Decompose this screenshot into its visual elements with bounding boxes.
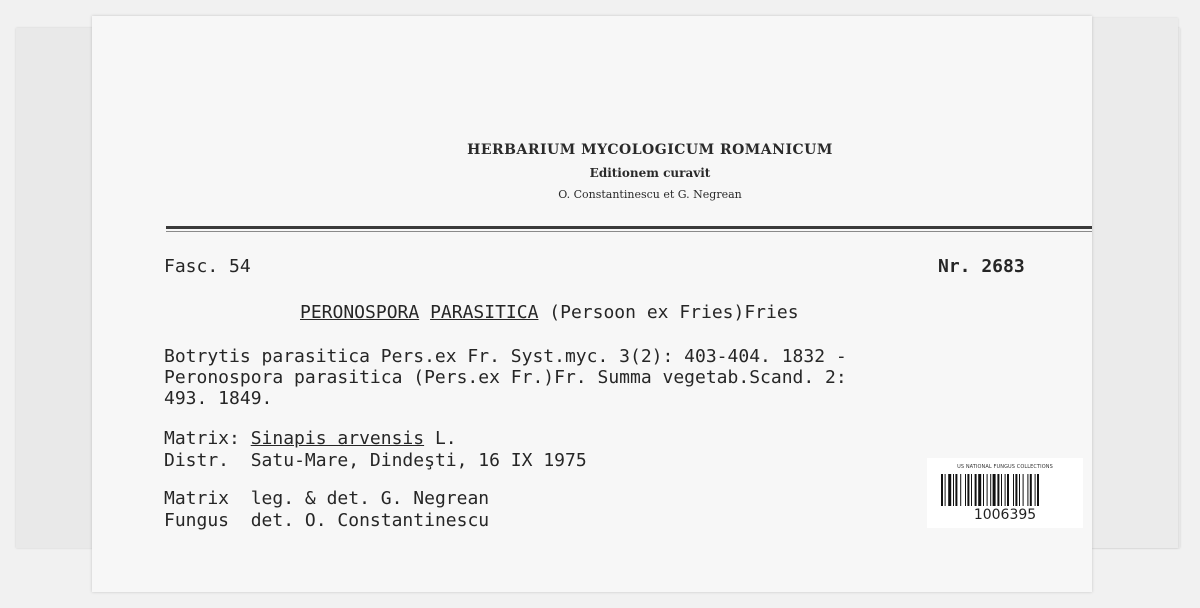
header-rule — [166, 226, 1092, 229]
matrix-line — [164, 428, 457, 449]
references-block — [164, 346, 847, 409]
collector-value: leg. & det. G. Negrean — [250, 488, 490, 509]
barcode-header: US NATIONAL FUNGUS COLLECTIONS — [957, 464, 1053, 470]
species-name — [300, 302, 799, 323]
species-epithet: PARASITICA — [430, 302, 539, 323]
institution-name: HERBARIUM MYCOLOGICUM ROMANICUM — [467, 142, 833, 158]
collector-line — [164, 488, 489, 509]
fascicle-number: Fasc. 54 — [164, 256, 251, 277]
species-authority: (Persoon ex Fries)Fries — [549, 302, 799, 323]
specimen-number: Nr. 2683 — [938, 256, 1025, 277]
backing-sheet-edge — [1092, 18, 1178, 548]
fungus-det-label: Fungus — [164, 510, 230, 531]
matrix-host-authority: L. — [434, 428, 457, 449]
barcode-label — [927, 458, 1083, 528]
label-header — [92, 142, 1092, 201]
matrix-host: Sinapis arvensis — [250, 428, 425, 449]
matrix-label: Matrix: — [164, 428, 240, 449]
header-rule-thin — [166, 231, 1092, 232]
barcode-icon — [941, 474, 1069, 506]
fungus-det-line — [164, 510, 489, 531]
barcode-number: 1006395 — [973, 507, 1037, 523]
collector-label: Matrix — [164, 488, 230, 509]
distribution-label: Distr. — [164, 450, 230, 471]
editors-line: O. Constantinescu et G. Negrean — [558, 188, 742, 201]
reference-line: Botrytis parasitica Pers.ex Fr. Syst.myc. 3(2): 403-404. 1832 - — [164, 346, 847, 367]
editionem-line: Editionem curavit — [589, 166, 711, 180]
species-genus: PERONOSPORA — [300, 302, 420, 323]
distribution-value: Satu-Mare, Dindeşti, 16 IX 1975 — [250, 450, 587, 471]
distribution-line — [164, 450, 587, 471]
fungus-det-value: det. O. Constantinescu — [250, 510, 490, 531]
reference-line: Peronospora parasitica (Pers.ex Fr.)Fr. Summa vegetab.Scand. 2: — [164, 367, 847, 388]
reference-line: 493. 1849. — [164, 388, 273, 409]
